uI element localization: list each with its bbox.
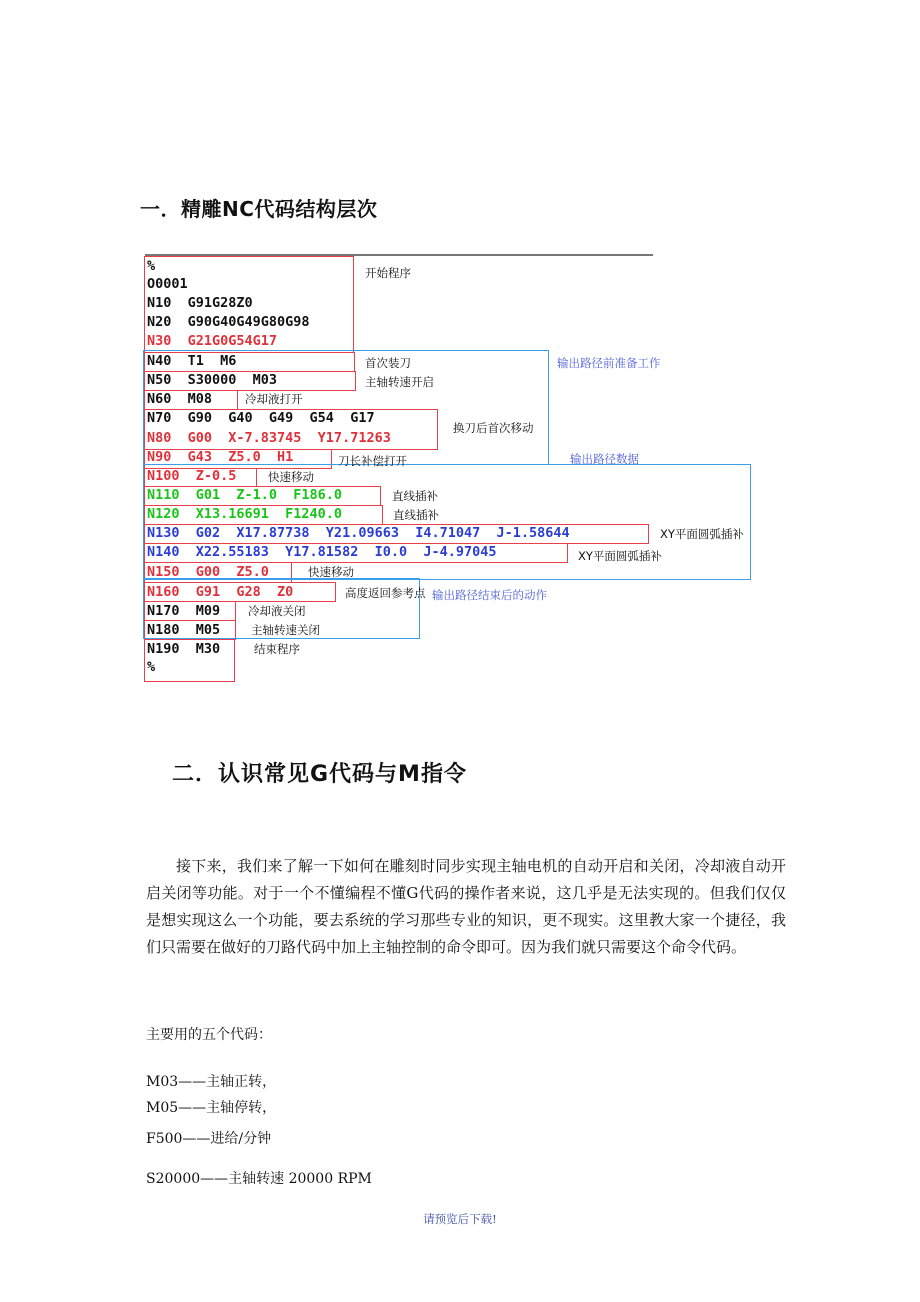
section-1-title: 一．精雕NC代码结构层次 <box>140 197 378 221</box>
code-line: N180 M05 <box>147 622 221 638</box>
code-line: N140 X22.55183 Y17.81582 I0.0 J-4.97045 <box>147 544 497 560</box>
box-spindle-start <box>144 371 356 391</box>
box-rapid-2 <box>144 562 292 583</box>
footer-note: 请预览后下载! <box>423 1212 497 1226</box>
note-coolant-on: 冷却液打开 <box>245 392 303 406</box>
code-line: N110 G01 Z-1.0 F186.0 <box>147 487 343 503</box>
note-xy-arc-2: XY平面圆弧插补 <box>578 549 662 563</box>
code-line: N90 G43 Z5.0 H1 <box>147 449 294 465</box>
code-line: N40 T1 M6 <box>147 353 237 369</box>
box-tool-length <box>144 449 332 469</box>
note-coolant-off: 冷却液关闭 <box>248 604 306 618</box>
note-xy-arc-1: XY平面圆弧插补 <box>660 527 744 541</box>
intro-paragraph: 接下来，我们来了解一下如何在雕刻时同步实现主轴电机的自动开启和关闭，冷却液自动开启关闭等功能。对于一个不懂编程不懂G代码的操作者来说，这几乎是无法实现的。但我们仅仅是想实现这么一个功能，要去系统的学习那些专业的知识，更不现实。这里教大家一个捷径，我们只需要在做好的刀路代码中加上主轴控制的命令即可。因为我们就只需要这个命令代码。 <box>146 857 786 956</box>
box-first-move <box>144 409 438 450</box>
code-line: % <box>147 659 156 675</box>
box-end-program <box>144 639 235 682</box>
box-arc-2 <box>144 543 568 563</box>
list-item: M05——主轴停转， <box>146 1100 277 1116</box>
box-output-data <box>143 464 751 580</box>
box-tool-load <box>144 352 355 372</box>
box-linear-2 <box>144 505 383 525</box>
code-line: N100 Z-0.5 <box>147 468 237 484</box>
note-height-return: 高度返回参考点 <box>345 586 426 600</box>
box-coolant-on <box>144 390 238 410</box>
note-output-after: 输出路径结束后的动作 <box>432 588 547 602</box>
code-line: N170 M09 <box>147 603 221 619</box>
note-linear-interp-2: 直线插补 <box>393 508 439 522</box>
code-line: N60 M08 <box>147 391 213 407</box>
code-line: N10 G91G28Z0 <box>147 295 253 311</box>
note-linear-interp-1: 直线插补 <box>392 489 438 503</box>
list-item: F500——进给/分钟 <box>146 1131 272 1147</box>
note-end-program: 结束程序 <box>254 642 300 656</box>
code-line: N80 G00 X-7.83745 Y17.71263 <box>147 430 391 446</box>
note-output-prep: 输出路径前准备工作 <box>557 356 661 370</box>
list-item: M03——主轴正转， <box>146 1074 277 1090</box>
code-line: O0001 <box>147 276 188 292</box>
box-output-after <box>143 578 420 639</box>
code-line: N30 G21G0G54G17 <box>147 333 278 349</box>
note-spindle-off: 主轴转速关闭 <box>251 623 320 637</box>
code-line: N20 G90G40G49G80G98 <box>147 314 310 330</box>
box-rapid-1 <box>144 468 257 487</box>
note-first-move: 换刀后首次移动 <box>453 421 534 435</box>
code-line: N70 G90 G40 G49 G54 G17 <box>147 410 375 426</box>
box-height-return <box>144 582 336 602</box>
note-rapid-move-1: 快速移动 <box>268 470 314 484</box>
note-rapid-move-2: 快速移动 <box>308 565 354 579</box>
note-first-tool-load: 首次装刀 <box>365 356 411 370</box>
note-output-data: 输出路径数据 <box>570 452 639 466</box>
box-arc-1 <box>144 524 649 544</box>
section-2-title: 二．认识常见G代码与M指令 <box>172 762 467 787</box>
figure-top-rule <box>145 254 653 256</box>
code-line: N160 G91 G28 Z0 <box>147 584 294 600</box>
box-spindle-off <box>144 620 236 640</box>
code-line: N120 X13.16691 F1240.0 <box>147 506 343 522</box>
note-tool-length-comp: 刀长补偿打开 <box>338 454 407 468</box>
code-line: N130 G02 X17.87738 Y21.09663 I4.71047 J-1.58644 <box>147 525 570 541</box>
code-line: % <box>147 258 156 274</box>
box-coolant-off <box>144 601 236 621</box>
code-line: N50 S30000 M03 <box>147 372 278 388</box>
box-start-program <box>144 256 354 353</box>
list-item: S20000——主轴转速 20000 RPM <box>146 1171 372 1187</box>
box-output-prep <box>143 350 549 465</box>
note-spindle-start: 主轴转速开启 <box>365 375 434 389</box>
code-line: N190 M30 <box>147 641 221 657</box>
list-intro: 主要用的五个代码： <box>146 1027 272 1043</box>
box-linear-1 <box>144 486 381 506</box>
note-start-program: 开始程序 <box>365 266 411 280</box>
code-line: N150 G00 Z5.0 <box>147 564 269 580</box>
